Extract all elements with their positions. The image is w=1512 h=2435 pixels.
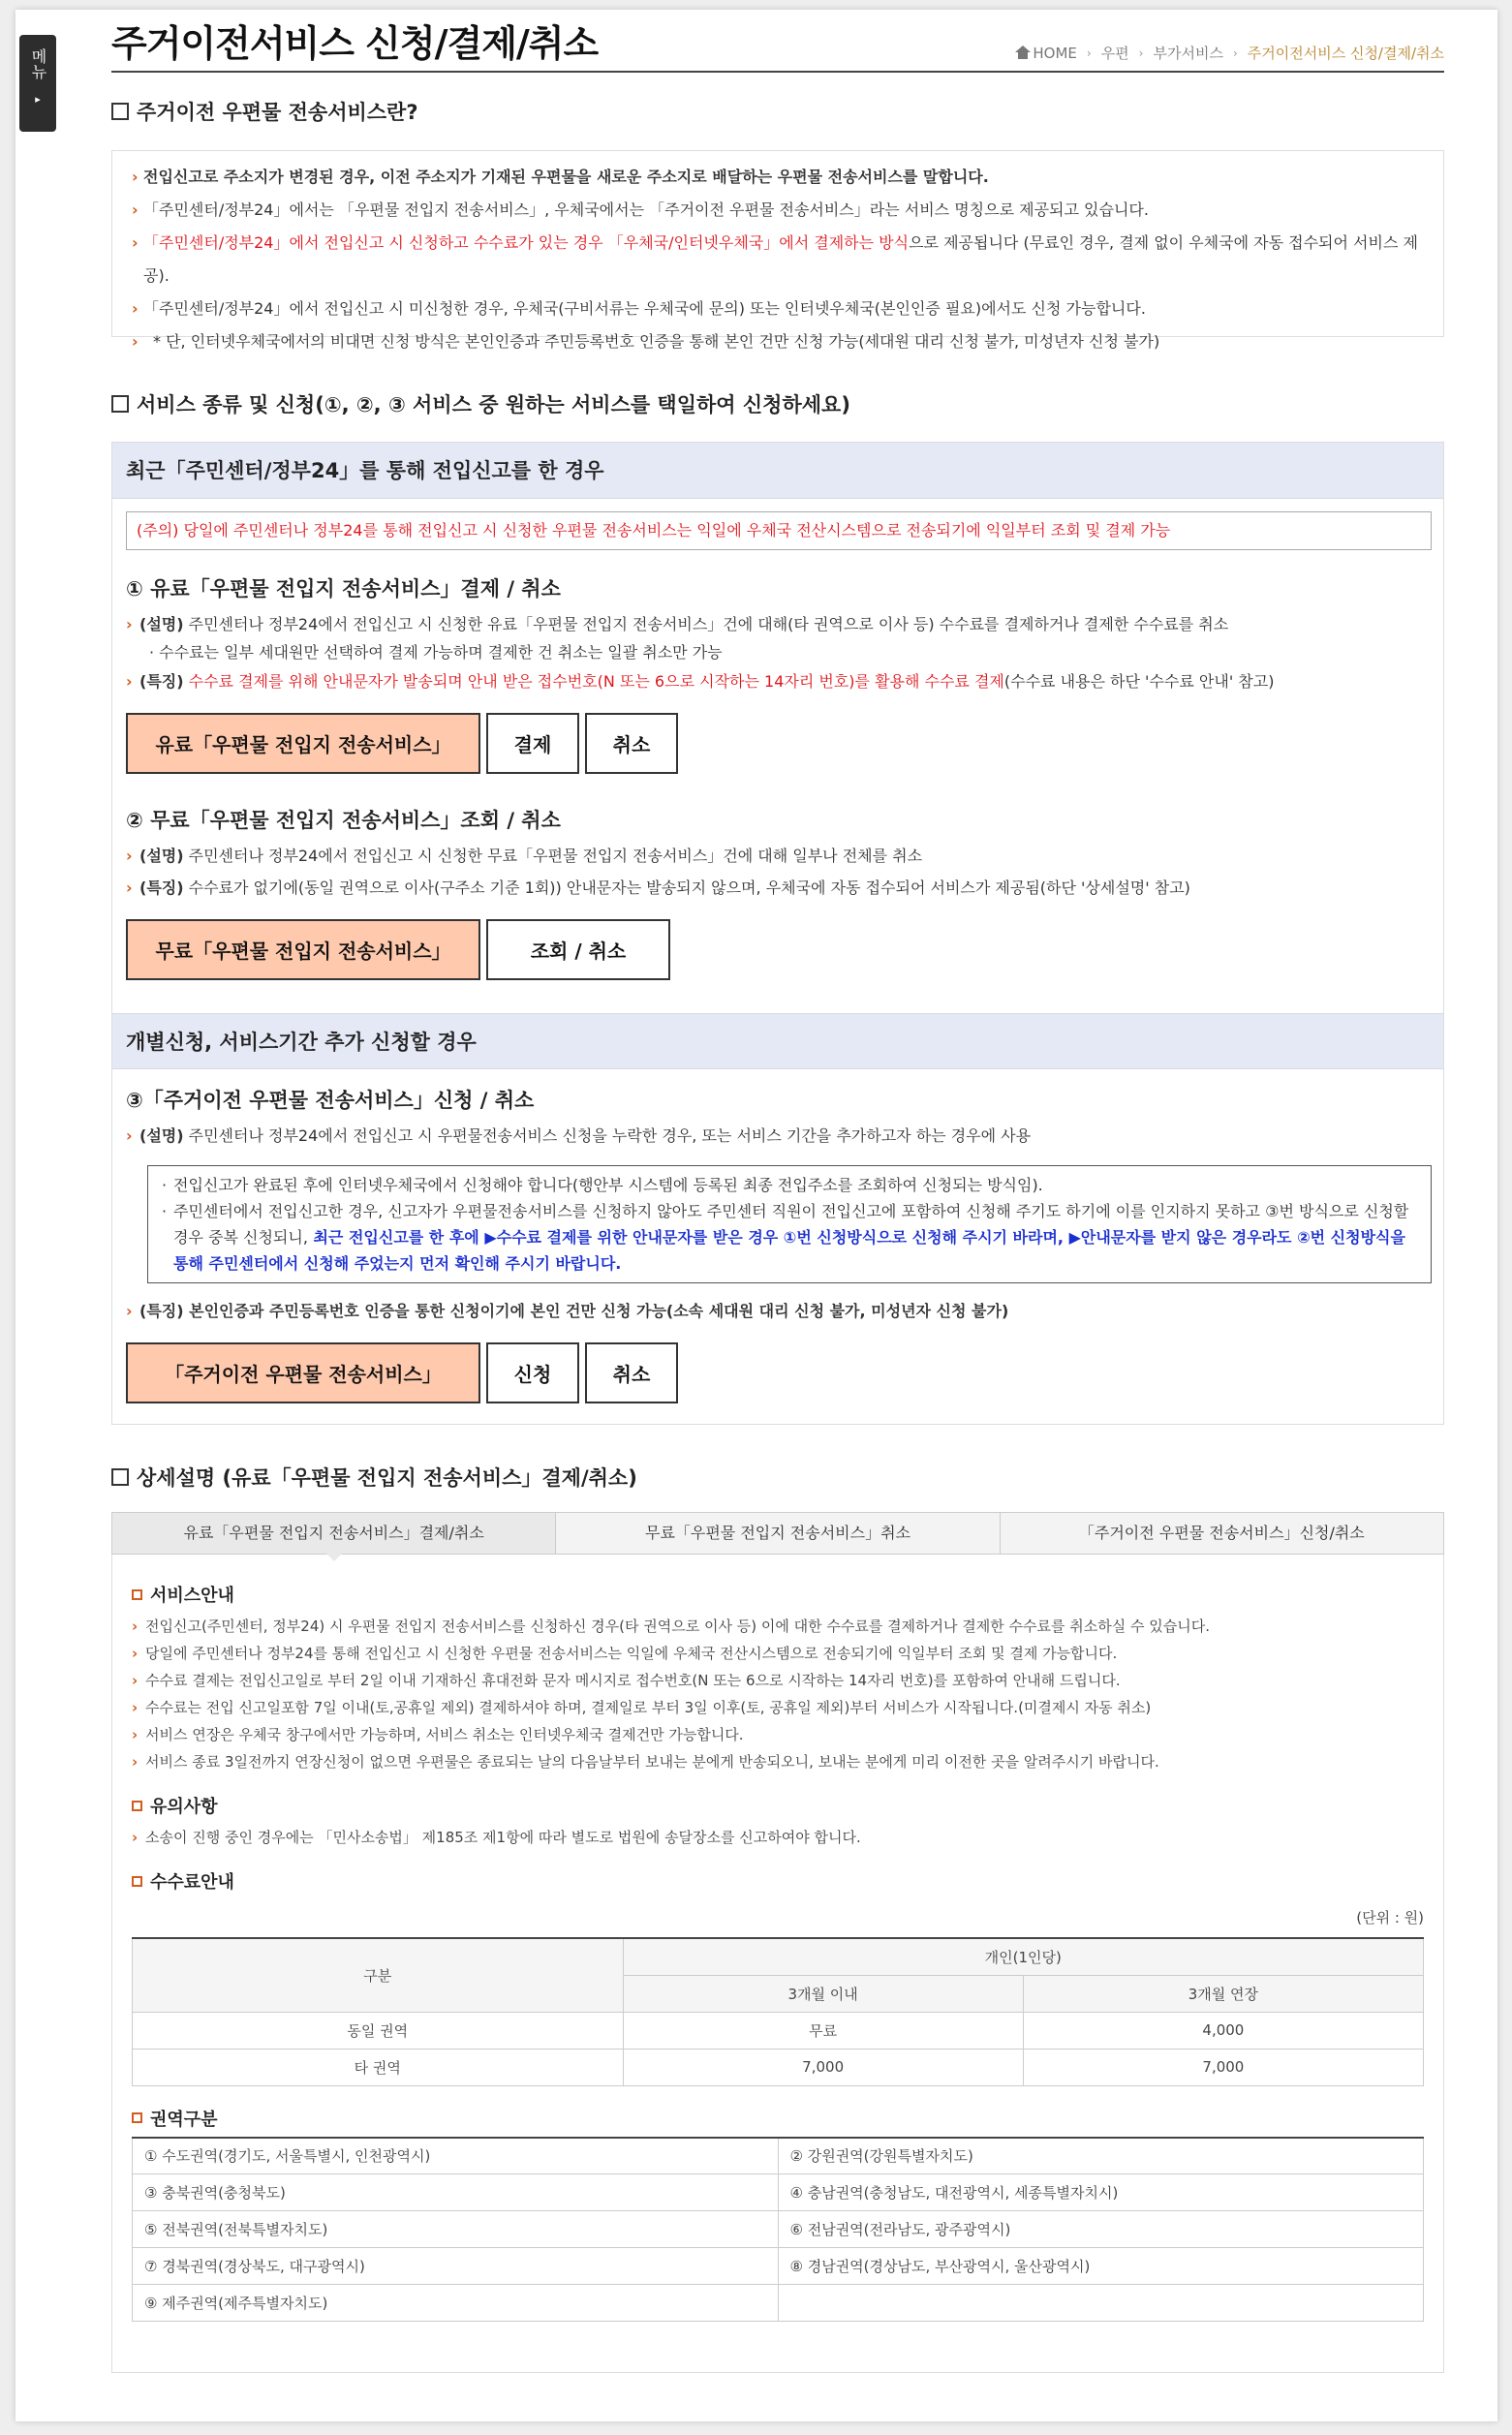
breadcrumb (1015, 43, 1444, 63)
checkbox-square-icon (111, 395, 129, 413)
square-bullet-icon (132, 1589, 142, 1600)
list-item: › 전입신고(주민센터, 정부24) 시 우편물 전입지 전송서비스를 신청하신 경우(타 권역으로 이사 등) 이에 대한 수수료를 결제하거나 결제한 수수료를 취소하실 수 있습니다. (132, 1613, 1424, 1640)
side-menu-label: 메뉴 (29, 48, 47, 79)
table-row: ⑦ 경북권역(경상북도, 대구광역시) ⑧ 경남권역(경상남도, 부산광역시, 울산광역시) (133, 2248, 1424, 2285)
detail-tabs (111, 1512, 1444, 1555)
services-heading: 서비스 종류 및 신청(①, ②, ③ 서비스 중 원하는 서비스를 택일하여 신청하세요) (111, 389, 850, 418)
service-1 (112, 573, 1443, 980)
list-item: › 서비스 연장은 우체국 창구에서만 가능하며, 서비스 취소는 인터넷우체국 결제건만 가능합니다. (132, 1721, 1424, 1748)
table-header: 3개월 연장 (1023, 1975, 1423, 2012)
home-icon (1015, 46, 1031, 59)
square-bullet-icon (132, 1801, 142, 1811)
breadcrumb-sep-icon: › (1086, 46, 1092, 60)
band-recent-moving: 최근「주민센터/정부24」를 통해 전입신고를 한 경우 (112, 443, 1443, 499)
page-title: 주거이전서비스 신청/결제/취소 (111, 22, 599, 65)
service-2-buttons (126, 919, 1443, 980)
detail-heading: 상세설명 (유료「우편물 전입지 전송서비스」결제/취소) (111, 1463, 637, 1492)
table-header: 3개월 이내 (623, 1975, 1023, 2012)
page-content (111, 0, 1444, 2312)
side-menu-button[interactable] (19, 35, 56, 132)
table-row: ⑤ 전북권역(전북특별자치도) ⑥ 전남권역(전라남도, 광주광역시) (133, 2211, 1424, 2248)
cancel-button[interactable]: 취소 (585, 713, 678, 774)
service-2-feature: › (특징) 수수료가 없기에(동일 권역으로 이사(구주소 기준 1회)) 안내문자는 발송되지 않으며, 우체국에 자동 접수되어 서비스가 제공됨(하단 '상세설명' 참고) (126, 872, 1443, 904)
caution-list (132, 1824, 1424, 1851)
info-line: · 주민센터에서 전입신고한 경우, 신고자가 우편물전송서비스를 신청하지 않아도 주민센터 직원이 전입신고에 포함하여 신청해 주기도 하기에 이를 인지하지 못하고 ③번 방식으로 신청할 경우 중복 신청되니, 최근 전입신고를 한 후에 ▶수수료 결제를 위한 안내문자를 받은 경우 ①번 신청방식으로 신청해 주시기 바라며, ▶안내문자를 받지 않은 경우라도 ②번 신청방식을 통해 주민센터에서 신청해 주었는지 먼저 확인해 주시기 바랍니다. (160, 1198, 1419, 1277)
service-3 (112, 1085, 1443, 1152)
fee-heading: 수수료안내 (132, 1868, 1424, 1894)
service-3-info-box (147, 1165, 1432, 1283)
info-line: · 전입신고가 완료된 후에 인터넷우체국에서 신청해야 합니다(행안부 시스템에 등록된 최종 전입주소를 조회하여 신청되는 방식임). (160, 1172, 1419, 1198)
checkbox-square-icon (111, 1468, 129, 1486)
moving-service-label-button[interactable]: 「주거이전 우편물 전송서비스」 (126, 1342, 480, 1403)
service-3-feature: › (특징) 본인인증과 주민등록번호 인증을 통한 신청이기에 본인 건만 신청 가능(소속 세대원 대리 신청 불가, 미성년자 신청 불가) (126, 1295, 1443, 1327)
list-item: › 소송이 진행 중인 경우에는 「민사소송법」 제185조 제1항에 따라 별도로 법원에 송달장소를 신고하여야 합니다. (132, 1824, 1424, 1851)
table-row: 타 권역 7,000 7,000 (133, 2049, 1424, 2085)
table-row: ⑨ 제주권역(제주특별자치도) (133, 2285, 1424, 2322)
side-menu-arrow-icon: ▸ (35, 93, 41, 106)
band-individual: 개별신청, 서비스기간 추가 신청할 경우 (112, 1013, 1443, 1069)
query-cancel-button[interactable]: 조회 / 취소 (486, 919, 670, 980)
square-bullet-icon (132, 2112, 142, 2123)
breadcrumb-sep-icon: › (1232, 46, 1238, 60)
intro-box (111, 150, 1444, 351)
intro-heading: 주거이전 우편물 전송서비스란? (111, 97, 418, 126)
service-1-desc: › (설명) 주민센터나 정부24에서 전입신고 시 신청한 유료「우편물 전입지 전송서비스」건에 대해(타 권역으로 이사 등) 수수료를 결제하거나 결제한 수수료를 취소 (126, 608, 1443, 640)
service-3-buttons (126, 1342, 1443, 1403)
service-3-title: ③「주거이전 우편물 전송서비스」신청 / 취소 (126, 1089, 535, 1112)
apply-button[interactable]: 신청 (486, 1342, 579, 1403)
list-item: › 서비스 종료 3일전까지 연장신청이 없으면 우편물은 종료되는 날의 다음날부터 보내는 분에게 반송되오니, 보내는 분에게 미리 이전한 곳을 알려주시기 바랍니다. (132, 1748, 1424, 1775)
service-2-title: ② 무료「우편물 전입지 전송서비스」조회 / 취소 (126, 809, 561, 832)
service-1-sub: · 수수료는 일부 세대원만 선택하여 결제 가능하며 결제한 건 취소는 일괄 취소만 가능 (149, 643, 723, 662)
fee-table (132, 1937, 1424, 2086)
tab-moving-detail[interactable]: 「주거이전 우편물 전송서비스」신청/취소 (1078, 1524, 1365, 1542)
region-table (132, 2137, 1424, 2323)
table-header: 개인(1인당) (623, 1938, 1423, 1975)
detail-panel (111, 1555, 1444, 2373)
service-2-desc: › (설명) 주민센터나 정부24에서 전입신고 시 신청한 무료「우편물 전입지 전송서비스」건에 대해 일부나 전체를 취소 (126, 840, 1443, 872)
caution-heading: 유의사항 (132, 1793, 1424, 1818)
service-3-desc: › (설명) 주민센터나 정부24에서 전입신고 시 우편물전송서비스 신청을 누락한 경우, 또는 서비스 기간을 추가하고자 하는 경우에 사용 (126, 1120, 1443, 1152)
page-header (111, 0, 1444, 73)
services-box (111, 442, 1444, 1425)
notice-box: (주의) 당일에 주민센터나 정부24를 통해 전입신고 시 신청한 우편물 전송서비스는 익일에 우체국 전산시스템으로 전송되기에 익일부터 조회 및 결제 가능 (126, 511, 1432, 550)
list-item: › 당일에 주민센터나 정부24를 통해 전입신고 시 신청한 우편물 전송서비스는 익일에 우체국 전산시스템으로 전송되기에 익일부터 조회 및 결제 가능합니다. (132, 1640, 1424, 1667)
tab-free-detail[interactable]: 무료「우편물 전입지 전송서비스」취소 (556, 1513, 1000, 1554)
service-1-feature: › (특징) 수수료 결제를 위해 안내문자가 발송되며 안내 받은 접수번호(N 또는 6으로 시작하는 14자리 번호)를 활용해 수수료 결제(수수료 내용은 하단 '수수료 안내' 참고) (126, 665, 1443, 697)
breadcrumb-item[interactable]: 부가서비스 (1153, 45, 1223, 62)
service-1-title: ① 유료「우편물 전입지 전송서비스」결제 / 취소 (126, 577, 561, 601)
list-item: › 수수료 결제는 전입신고일로 부터 2일 이내 기재하신 휴대전화 문자 메시지로 접수번호(N 또는 6으로 시작하는 14자리 번호)를 포함하여 안내해 드립니다. (132, 1667, 1424, 1694)
intro-line: › 전입신고로 주소지가 변경된 경우, 이전 주소지가 기재된 우편물을 새로운 주소지로 배달하는 우편물 전송서비스를 말합니다. (132, 161, 1424, 194)
checkbox-square-icon (111, 103, 129, 120)
table-row: ③ 충북권역(충청북도) ④ 충남권역(충청남도, 대전광역시, 세종특별자치시) (133, 2174, 1424, 2211)
breadcrumb-home[interactable]: HOME (1015, 45, 1077, 62)
square-bullet-icon (132, 1876, 142, 1887)
intro-note: › * 단, 인터넷우체국에서의 비대면 신청 방식은 본인인증과 주민등록번호 인증을 통해 본인 건만 신청 가능(세대원 대리 신청 불가, 미성년자 신청 불가) (132, 325, 1424, 358)
breadcrumb-current: 주거이전서비스 신청/결제/취소 (1247, 45, 1444, 62)
paid-service-label-button[interactable]: 유료「우편물 전입지 전송서비스」 (126, 713, 480, 774)
free-service-label-button[interactable]: 무료「우편물 전입지 전송서비스」 (126, 919, 480, 980)
breadcrumb-item[interactable]: 우편 (1100, 45, 1129, 62)
service-3-bottom (112, 1295, 1443, 1403)
cancel-button[interactable]: 취소 (585, 1342, 678, 1403)
guide-heading: 서비스안내 (132, 1582, 1424, 1607)
table-row: 동일 권역 무료 4,000 (133, 2012, 1424, 2049)
tab-paid-detail[interactable]: 유료「우편물 전입지 전송서비스」결제/취소 (112, 1513, 556, 1554)
service-1-buttons (126, 713, 1443, 774)
intro-line: › 「주민센터/정부24」에서 전입신고 시 신청하고 수수료가 있는 경우 「우체국/인터넷우체국」에서 결제하는 방식으로 제공됩니다 (무료인 경우, 결제 없이 우체국에 자동 접수되어 서비스 제공). (132, 227, 1424, 293)
intro-line: › 「주민센터/정부24」에서는 「우편물 전입지 전송서비스」, 우체국에서는 「주거이전 우편물 전송서비스」라는 서비스 명칭으로 제공되고 있습니다. (132, 194, 1424, 227)
table-header: 구분 (133, 1938, 624, 2012)
intro-line: › 「주민센터/정부24」에서 전입신고 시 미신청한 경우, 우체국(구비서류는 우체국에 문의) 또는 인터넷우체국(본인인증 필요)에서도 신청 가능합니다. (132, 293, 1424, 325)
pay-button[interactable]: 결제 (486, 713, 579, 774)
breadcrumb-sep-icon: › (1138, 46, 1144, 60)
region-heading: 권역구분 (132, 2106, 1424, 2131)
table-row: ① 수도권역(경기도, 서울특별시, 인천광역시) ② 강원권역(강원특별자치도) (133, 2138, 1424, 2174)
unit-label: (단위 : 원) (1356, 1909, 1424, 1926)
guide-list (132, 1613, 1424, 1775)
list-item: › 수수료는 전입 신고일포함 7일 이내(토,공휴일 제외) 결제하셔야 하며, 결제일로 부터 3일 이후(토, 공휴일 제외)부터 서비스가 시작됩니다.(미결제시 자동 취소) (132, 1694, 1424, 1721)
